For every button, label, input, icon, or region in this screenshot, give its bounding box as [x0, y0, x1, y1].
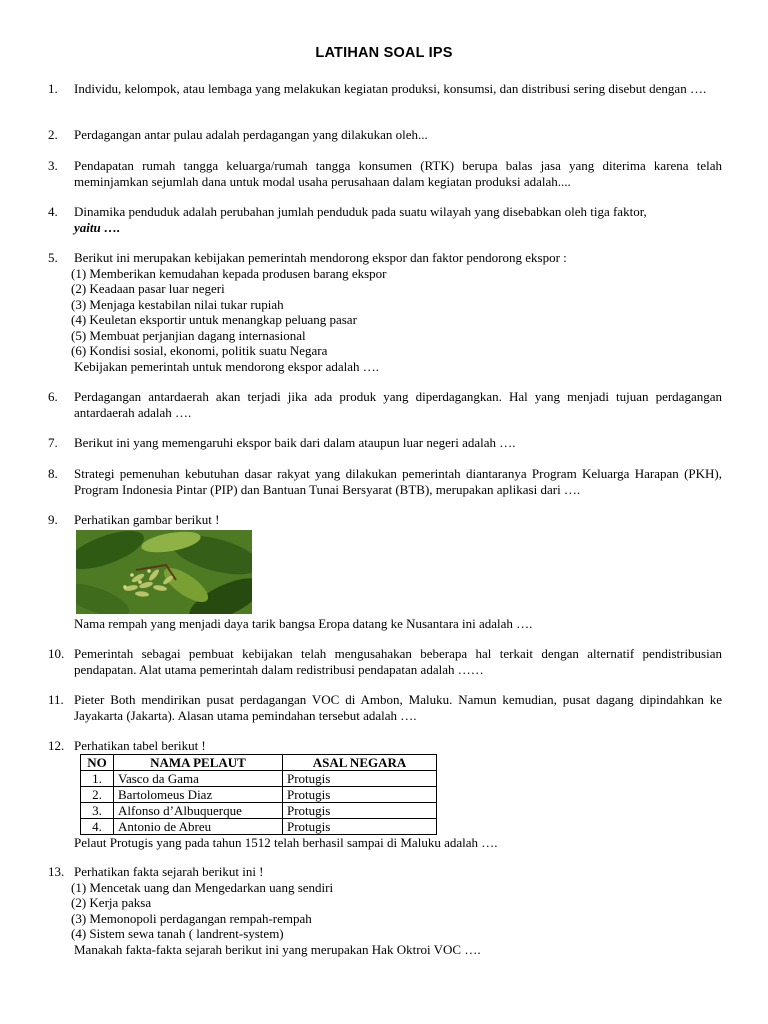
table-cell: Protugis [283, 818, 437, 834]
table-cell: 2. [81, 786, 114, 802]
question-number: 7. [48, 435, 58, 450]
question-4 [48, 204, 722, 235]
table-row [81, 770, 437, 786]
table-header: ASAL NEGARA [283, 754, 437, 770]
table-cell: Bartolomeus Diaz [114, 786, 283, 802]
list-item: (2) Kerja paksa [71, 895, 152, 910]
table-row [81, 802, 437, 818]
table-cell: Protugis [283, 802, 437, 818]
question-13 [48, 864, 722, 957]
question-6 [48, 389, 722, 420]
clove-plant-illustration [76, 530, 252, 614]
question-text-tail: yaitu …. [74, 219, 121, 235]
sailor-table [80, 754, 437, 835]
question-9 [48, 512, 722, 631]
question-closing: Pelaut Protugis yang pada tahun 1512 telah berhasil sampai di Maluku adalah …. [74, 834, 498, 850]
table-cell: Protugis [283, 770, 437, 786]
question-10 [48, 646, 722, 677]
question-text: Perhatikan fakta sejarah berikut ini ! [74, 864, 264, 879]
question-5 [48, 250, 722, 374]
page-title: LATIHAN SOAL IPS [315, 45, 453, 61]
question-text: Perhatikan gambar berikut ! [74, 512, 220, 527]
table-row [81, 786, 437, 802]
list-item: (5) Membuat perjanjian dagang internasional [71, 327, 306, 343]
table-cell: 4. [81, 818, 114, 834]
table-cell: 3. [81, 802, 114, 818]
question-text: Perdagangan antar pulau adalah perdagangan yang dilakukan oleh... [74, 127, 428, 142]
question-8 [48, 466, 722, 497]
question-12 [48, 738, 722, 850]
question-number: 5. [48, 250, 58, 265]
question-number: 6. [48, 389, 58, 404]
table-cell: Antonio de Abreu [114, 818, 283, 834]
question-number: 9. [48, 512, 58, 527]
question-text: Pendapatan rumah tangga keluarga/rumah tangga konsumen (RTK) berupa balas jasa yang diterima karena telah meminjamkan sejumlah dana untuk modal usaha perusahaan dalam kegiatan produksi adalah.... [74, 158, 722, 189]
question-number: 10. [48, 646, 65, 661]
question-text: Pemerintah sebagai pembuat kebijakan telah mengusahakan beberapa hal terkait dengan alternatif pendistribusian pendapatan. Alat utama pemerintah dalam redistribusi pendapatan adalah …… [74, 646, 722, 677]
table-cell: Alfonso d’Albuquerque [114, 802, 283, 818]
question-1 [48, 81, 722, 97]
question-text: Berikut ini merupakan kebijakan pemerintah mendorong ekspor dan faktor pendorong ekspor : [74, 250, 567, 265]
question-number: 3. [48, 158, 58, 173]
list-item: (6) Kondisi sosial, ekonomi, politik suatu Negara [71, 343, 328, 358]
table-header: NO [81, 754, 114, 770]
question-text: Individu, kelompok, atau lembaga yang melakukan kegiatan produksi, konsumsi, dan distribusi sering disebut dengan …. [74, 81, 707, 96]
question-number: 8. [48, 466, 58, 481]
question-2 [48, 127, 722, 143]
list-item: (4) Sistem sewa tanah ( landrent-system) [71, 926, 284, 941]
question-closing: Kebijakan pemerintah untuk mendorong ekspor adalah …. [74, 358, 380, 374]
question-number: 12. [48, 738, 65, 753]
question-text: Dinamika penduduk adalah perubahan jumlah penduduk pada suatu wilayah yang disebabkan oleh tiga faktor, [74, 204, 647, 219]
table-header-row [81, 754, 437, 770]
table-row [81, 818, 437, 834]
question-3 [48, 158, 722, 189]
option-list [71, 266, 722, 359]
question-text: Berikut ini yang memengaruhi ekspor baik dari dalam ataupun luar negeri adalah …. [74, 435, 516, 450]
clove-plant-image [76, 530, 252, 614]
question-number: 2. [48, 127, 58, 142]
question-number: 13. [48, 864, 65, 879]
list-item: (1) Memberikan kemudahan kepada produsen barang ekspor [71, 265, 387, 281]
list-item: (1) Mencetak uang dan Mengedarkan uang sendiri [71, 879, 334, 895]
table-cell: 1. [81, 770, 114, 786]
table-cell: Vasco da Gama [114, 770, 283, 786]
question-text: Pieter Both mendirikan pusat perdagangan VOC di Ambon, Maluku. Namun kemudian, pusat dagang dipindahkan ke Jayakarta (Jakarta). Alasan utama pemindahan tersebut adalah …. [74, 692, 722, 723]
fact-list [71, 880, 722, 942]
question-closing: Nama rempah yang menjadi daya tarik bangsa Eropa datang ke Nusantara ini adalah …. [74, 615, 533, 631]
list-item: (2) Keadaan pasar luar negeri [71, 281, 225, 296]
question-text: Perdagangan antardaerah akan terjadi jika ada produk yang diperdagangkan. Hal yang menjadi tujuan perdagangan antardaerah adalah …. [74, 389, 722, 420]
list-item: (4) Keuletan eksportir untuk menangkap peluang pasar [71, 312, 357, 327]
question-number: 4. [48, 204, 58, 219]
question-7 [48, 435, 722, 451]
question-number: 1. [48, 81, 58, 96]
list-item: (3) Memonopoli perdagangan rempah-rempah [71, 910, 312, 926]
question-number: 11. [48, 692, 64, 707]
question-text: Strategi pemenuhan kebutuhan dasar rakyat yang dilakukan pemerintah diantaranya Program Keluarga Harapan (PKH), Program Indonesia Pintar (PIP) dan Bantuan Tunai Bersyarat (BTB), merupakan aplikasi dari …. [74, 466, 722, 497]
table-header: NAMA PELAUT [114, 754, 283, 770]
table-cell: Protugis [283, 786, 437, 802]
question-closing: Manakah fakta-fakta sejarah berikut ini yang merupakan Hak Oktroi VOC …. [74, 941, 481, 957]
list-item: (3) Menjaga kestabilan nilai tukar rupiah [71, 296, 284, 312]
question-text: Perhatikan tabel berikut ! [74, 738, 206, 753]
question-11 [48, 692, 722, 723]
